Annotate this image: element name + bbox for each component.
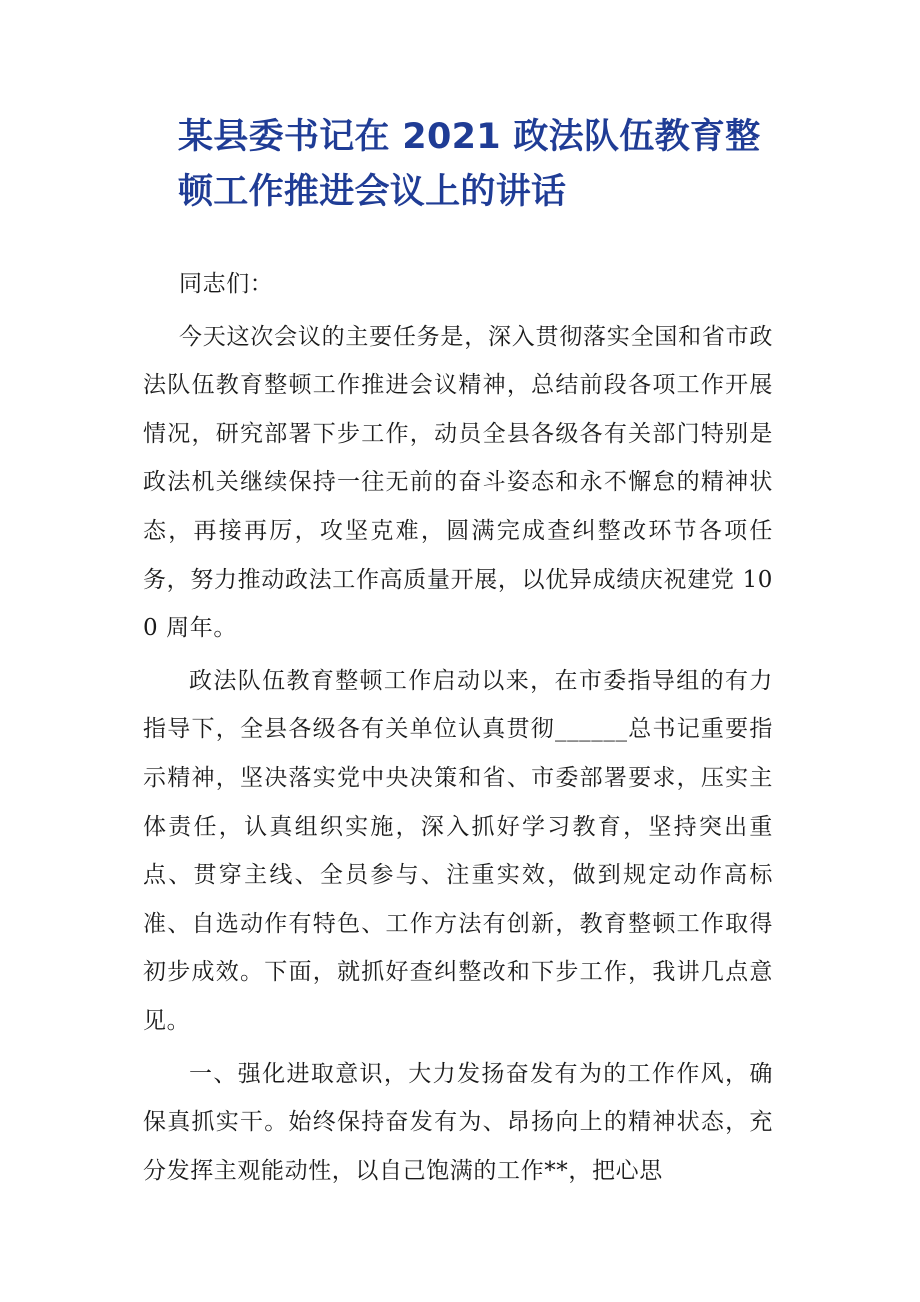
title-line-1: 某县委书记在 2021 政法队伍教育整 xyxy=(178,117,761,157)
greeting: 同志们： xyxy=(179,271,274,297)
paragraph-2: 政法队伍教育整顿工作启动以来，在市委指导组的有力指导下，全县各级各有关单位认真贯彻______总书记重要指示精神，坚决落实党中央决策和省、市委部署要求，压实主体责任，认真组织实施，深入抓好学习教育，坚持突出重点、贯穿主线、全员参与、注重实效，做到规定动作高标准、自选动作有特色、工作方法有创新，教育整顿工作取得初步成效。下面，就抓好查纠整改和下步工作，我讲几点意见。 xyxy=(143,667,773,1034)
title-line-2: 顿工作推进会议上的讲话 xyxy=(178,172,567,212)
document-title xyxy=(178,110,778,220)
document-body xyxy=(143,260,773,1195)
paragraph-3: 一、强化进取意识，大力发扬奋发有为的工作作风，确保真抓实干。始终保持奋发有为、昂扬向上的精神状态，充分发挥主观能动性，以自己饱满的工作**，把心思 xyxy=(143,1060,773,1184)
paragraph-1: 今天这次会议的主要任务是，深入贯彻落实全国和省市政法队伍教育整顿工作推进会议精神，总结前段各项工作开展情况，研究部署下步工作，动员全县各级各有关部门特别是政法机关继续保持一往无前的奋斗姿态和永不懈怠的精神状态，再接再厉，攻坚克难，圆满完成查纠整改环节各项任务，努力推动政法工作高质量开展，以优异成绩庆祝建党 100 周年。 xyxy=(143,323,773,642)
